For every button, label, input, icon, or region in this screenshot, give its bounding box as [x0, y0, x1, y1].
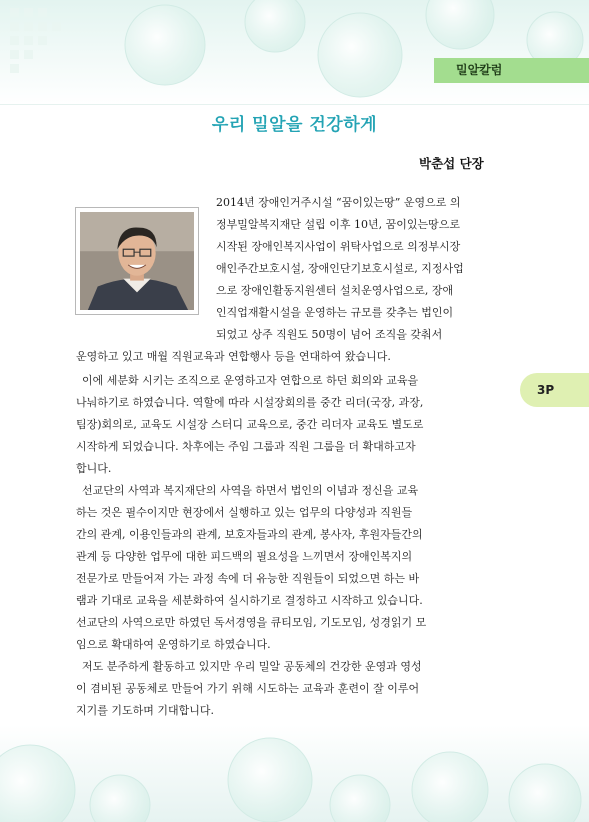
portrait-photo-icon — [80, 212, 194, 310]
body-line: 선교단의 사역으로만 하였던 독서경영을 큐티모임, 기도모임, 성경읽기 모 — [76, 616, 427, 629]
body-line: 2014년 장애인거주시설 “꿈이있는땅” 운영으로 의 — [216, 196, 461, 209]
body-line: 임으로 확대하여 운영하기로 하였습니다. — [76, 638, 271, 651]
body-line: 관계 등 다양한 업무에 대한 피드백의 필요성을 느끼면서 장애인복지의 — [76, 550, 413, 563]
body-line: 이 겸비된 공동체로 만들어 가기 위해 시도하는 교육과 훈련이 잘 이루어 — [76, 682, 420, 695]
body-line: 지기를 기도하며 기대합니다. — [76, 704, 215, 717]
body-line: 시작된 장애인복지사업이 위탁사업으로 의정부시장 — [216, 240, 461, 253]
body-line: 선교단의 사역과 복지재단의 사역을 하면서 법인의 이념과 정신을 교육 — [82, 484, 419, 497]
author-name: 박춘섭 단장 — [419, 156, 484, 171]
body-line: 이에 세분화 시키는 조직으로 운영하고자 연합으로 하던 회의와 교육을 — [82, 374, 419, 387]
body-line: 운영하고 있고 매월 직원교육과 연합행사 등을 연대하여 왔습니다. — [76, 350, 391, 363]
body-line: 되었고 상주 직원도 50명이 넘어 조직을 갖춰서 — [216, 328, 443, 341]
body-line: 팀장)회의로, 교육도 시설장 스터디 교육으로, 중간 리더자 교육도 별도로 — [76, 418, 424, 431]
section-tag: 밀알칼럼 — [434, 58, 589, 83]
body-line: 나눠하기로 하였습니다. 역할에 따라 시설장회의를 중간 리더(국장, 과장, — [76, 396, 424, 409]
body-line: 으로 장애인활동지원센터 설치운영사업으로, 장애 — [216, 284, 454, 297]
body-line: 전문가로 만들어져 가는 과정 속에 더 유능한 직원들이 되었으면 하는 바 — [76, 572, 420, 585]
body-line: 시작하게 되었습니다. 차후에는 주임 그룹과 직원 그룹을 더 확대하고자 — [76, 440, 416, 453]
page-number-tab: 3P — [520, 373, 589, 407]
body-line: 애인주간보호시설, 장애인단기보호시설로, 지정사업 — [216, 262, 464, 275]
author-photo — [75, 207, 199, 315]
header-divider — [0, 104, 589, 105]
body-line: 합니다. — [76, 462, 112, 475]
body-line: 저도 분주하게 활동하고 있지만 우리 밀알 공동체의 건강한 운영과 영성 — [82, 660, 422, 673]
body-line: 간의 관계, 이용인들과의 관계, 보호자들과의 관계, 봉사자, 후원자들간의 — [76, 528, 423, 541]
body-line: 정부밀알복지재단 설립 이후 10년, 꿈이있는땅으로 — [216, 218, 460, 231]
body-line: 램과 기대로 교육을 세분화하여 실시하기로 결정하고 시작하고 있습니다. — [76, 594, 423, 607]
body-line: 인직업재활시설을 운영하는 규모를 갖추는 법인이 — [216, 306, 454, 319]
article-title: 우리 밀알을 건강하게 — [211, 115, 378, 135]
body-line: 하는 것은 필수이지만 현장에서 실행하고 있는 업무의 다양성과 직원들 — [76, 506, 413, 519]
